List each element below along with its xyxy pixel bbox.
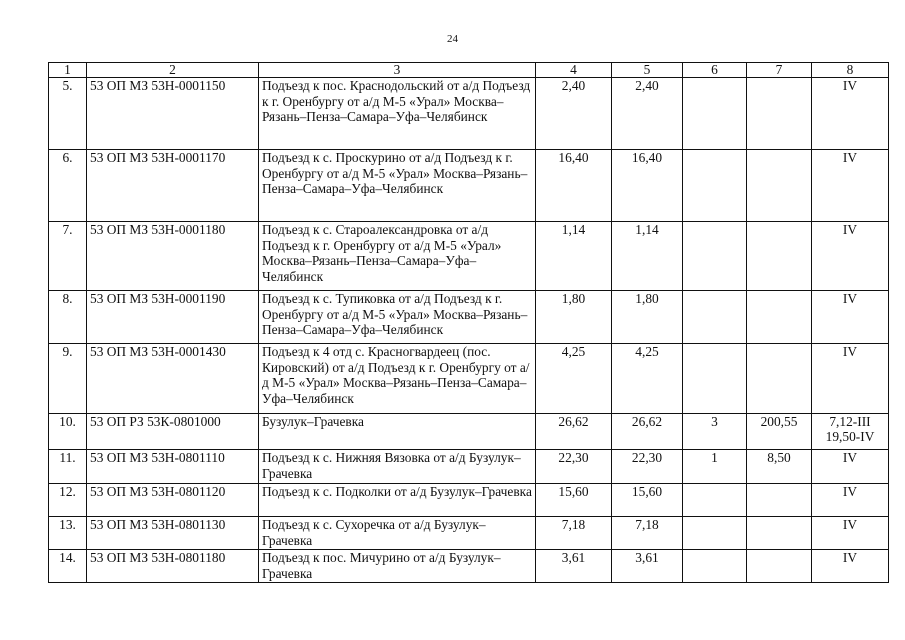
length-regional: 1,80: [612, 291, 683, 344]
road-code: 53 ОП МЗ 53Н-0001180: [87, 222, 259, 291]
table-header-row: [49, 63, 889, 78]
road-code: 53 ОП МЗ 53Н-0001190: [87, 291, 259, 344]
row-number: 5.: [49, 78, 87, 150]
bridges-count: [683, 517, 747, 550]
length-regional: 1,14: [612, 222, 683, 291]
length-regional: 2,40: [612, 78, 683, 150]
bridges-length: [747, 291, 812, 344]
length-total: 1,14: [536, 222, 612, 291]
length-regional: 3,61: [612, 550, 683, 583]
row-number: 8.: [49, 291, 87, 344]
column-header: 3: [259, 63, 536, 78]
length-total: 26,62: [536, 414, 612, 450]
road-name: Подъезд к пос. Мичурино от а/д Бузулук–Грачевка: [259, 550, 536, 583]
length-regional: 4,25: [612, 344, 683, 414]
table-row: [49, 517, 889, 550]
bridges-count: [683, 222, 747, 291]
road-code: 53 ОП МЗ 53Н-0001150: [87, 78, 259, 150]
bridges-count: 3: [683, 414, 747, 450]
bridges-count: [683, 291, 747, 344]
row-number: 14.: [49, 550, 87, 583]
column-header: 2: [87, 63, 259, 78]
bridges-count: [683, 484, 747, 517]
bridges-count: [683, 344, 747, 414]
column-header: 6: [683, 63, 747, 78]
bridges-length: 8,50: [747, 450, 812, 484]
table-row: [49, 414, 889, 450]
length-regional: 16,40: [612, 150, 683, 222]
column-header: 8: [812, 63, 889, 78]
bridges-length: [747, 344, 812, 414]
length-total: 2,40: [536, 78, 612, 150]
road-category: IV: [812, 484, 889, 517]
road-name: Подъезд к с. Староалександровка от а/д Подъезд к г. Оренбургу от а/д М-5 «Урал» Москва–Рязань–Пенза–Самара–Уфа–Челябинск: [259, 222, 536, 291]
column-header: 5: [612, 63, 683, 78]
row-number: 11.: [49, 450, 87, 484]
table-row: [49, 344, 889, 414]
road-code: 53 ОП МЗ 53Н-0001170: [87, 150, 259, 222]
road-name: Подъезд к с. Подколки от а/д Бузулук–Грачевка: [259, 484, 536, 517]
road-code: 53 ОП МЗ 53Н-0801130: [87, 517, 259, 550]
length-regional: 22,30: [612, 450, 683, 484]
bridges-length: [747, 222, 812, 291]
column-header: 1: [49, 63, 87, 78]
length-regional: 7,18: [612, 517, 683, 550]
page-number: 24: [447, 33, 458, 45]
bridges-length: [747, 150, 812, 222]
road-code: 53 ОП МЗ 53Н-0801120: [87, 484, 259, 517]
row-number: 6.: [49, 150, 87, 222]
road-category: IV: [812, 344, 889, 414]
length-total: 3,61: [536, 550, 612, 583]
length-regional: 26,62: [612, 414, 683, 450]
table-row: [49, 78, 889, 150]
road-name: Подъезд к пос. Краснодольский от а/д Подъезд к г. Оренбургу от а/д М-5 «Урал» Москва–Рязань–Пенза–Самара–Уфа–Челябинск: [259, 78, 536, 150]
road-name: Подъезд к с. Нижняя Вязовка от а/д Бузулук–Грачевка: [259, 450, 536, 484]
bridges-count: [683, 550, 747, 583]
column-header: 4: [536, 63, 612, 78]
road-category: IV: [812, 450, 889, 484]
length-total: 4,25: [536, 344, 612, 414]
road-name: Подъезд к с. Сухоречка от а/д Бузулук–Грачевка: [259, 517, 536, 550]
table-row: [49, 550, 889, 583]
length-total: 1,80: [536, 291, 612, 344]
bridges-length: [747, 550, 812, 583]
bridges-count: [683, 78, 747, 150]
length-total: 7,18: [536, 517, 612, 550]
length-regional: 15,60: [612, 484, 683, 517]
road-name: Подъезд к 4 отд с. Красногвардеец (пос. Кировский) от а/д Подъезд к г. Оренбургу от а/д М-5 «Урал» Москва–Рязань–Пенза–Самара–Уфа–Челябинск: [259, 344, 536, 414]
row-number: 13.: [49, 517, 87, 550]
column-header: 7: [747, 63, 812, 78]
length-total: 16,40: [536, 150, 612, 222]
table-row: [49, 150, 889, 222]
table-row: [49, 450, 889, 484]
bridges-count: [683, 150, 747, 222]
length-total: 15,60: [536, 484, 612, 517]
row-number: 10.: [49, 414, 87, 450]
bridges-length: [747, 484, 812, 517]
bridges-count: 1: [683, 450, 747, 484]
road-code: 53 ОП МЗ 53Н-0001430: [87, 344, 259, 414]
table-row: [49, 484, 889, 517]
row-number: 12.: [49, 484, 87, 517]
road-category: IV: [812, 150, 889, 222]
bridges-length: [747, 517, 812, 550]
road-category: IV: [812, 517, 889, 550]
road-category: IV: [812, 550, 889, 583]
road-category: IV: [812, 78, 889, 150]
road-category: IV: [812, 291, 889, 344]
road-category: 7,12-III 19,50-IV: [812, 414, 889, 450]
road-name: Подъезд к с. Проскурино от а/д Подъезд к г. Оренбургу от а/д М-5 «Урал» Москва–Рязань–Пенза–Самара–Уфа–Челябинск: [259, 150, 536, 222]
bridges-length: 200,55: [747, 414, 812, 450]
road-category: IV: [812, 222, 889, 291]
table-row: [49, 291, 889, 344]
road-code: 53 ОП РЗ 53К-0801000: [87, 414, 259, 450]
road-name: Подъезд к с. Тупиковка от а/д Подъезд к г. Оренбургу от а/д М-5 «Урал» Москва–Рязань–Пенза–Самара–Уфа–Челябинск: [259, 291, 536, 344]
roads-table: [48, 62, 889, 583]
road-code: 53 ОП МЗ 53Н-0801110: [87, 450, 259, 484]
row-number: 7.: [49, 222, 87, 291]
row-number: 9.: [49, 344, 87, 414]
length-total: 22,30: [536, 450, 612, 484]
table-row: [49, 222, 889, 291]
bridges-length: [747, 78, 812, 150]
road-name: Бузулук–Грачевка: [259, 414, 536, 450]
road-code: 53 ОП МЗ 53Н-0801180: [87, 550, 259, 583]
